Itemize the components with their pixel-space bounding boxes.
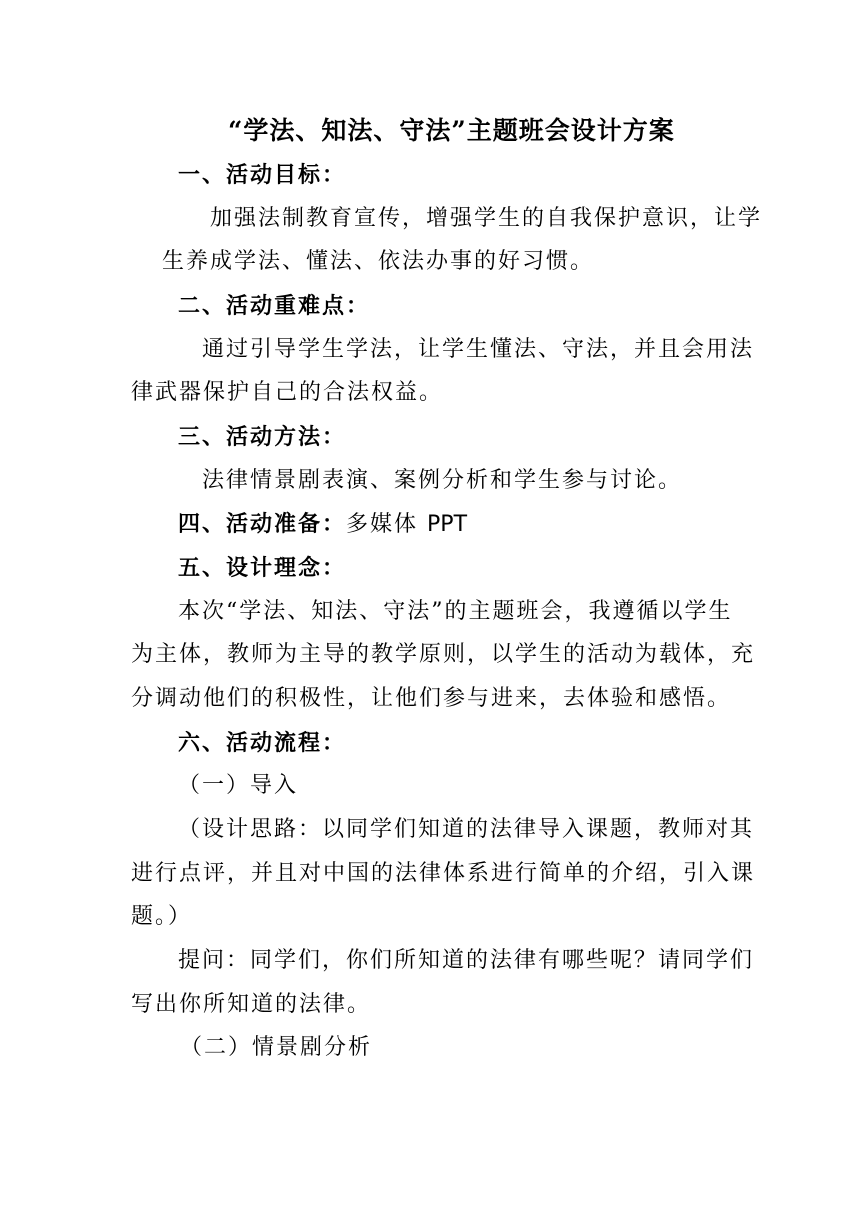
prep-heading: 四、活动准备： <box>178 511 347 537</box>
flow-subheading-1: （一）导入 <box>178 773 299 798</box>
flow-question-line-1: 提问：同学们，你们所知道的法律有哪些呢？请同学们 <box>178 948 755 973</box>
flow-heading: 六、活动流程： <box>178 730 347 756</box>
flow-subheading-2: （二）情景剧分析 <box>180 1035 373 1060</box>
flow-question-line-2: 写出你所知道的法律。 <box>131 992 372 1017</box>
prep-ppt: PPT <box>427 512 468 537</box>
focus-text-line-2: 律武器保护自己的合法权益。 <box>131 380 444 405</box>
flow-design-line-2: 进行点评，并且对中国的法律体系进行简单的介绍，引入课 <box>131 861 756 886</box>
focus-text-line-1: 通过引导学生学法，让学生懂法、守法，并且会用法 <box>202 337 755 362</box>
flow-design-line-1: （设计思路：以同学们知道的法律导入课题，教师对其 <box>178 817 755 842</box>
prep-text: 多媒体 <box>346 512 419 537</box>
concept-text-line-1: 本次“学法、知法、守法”的主题班会，我遵循以学生 <box>178 599 733 624</box>
concept-heading: 五、设计理念： <box>178 555 347 581</box>
goal-heading: 一、活动目标： <box>178 162 347 188</box>
page-title: “学法、知法、守法”主题班会设计方案 <box>228 116 675 145</box>
goal-text-line-1: 加强法制教育宣传，增强学生的自我保护意识，让学 <box>210 206 763 231</box>
prep-line <box>178 509 467 540</box>
focus-heading: 二、活动重难点： <box>178 293 371 319</box>
method-heading: 三、活动方法： <box>178 424 347 450</box>
concept-text-line-3: 分调动他们的积极性，让他们参与进来，去体验和感悟。 <box>131 686 732 711</box>
flow-design-line-3: 题。） <box>131 904 193 929</box>
goal-text-line-2: 生养成学法、懂法、依法办事的好习惯。 <box>162 249 595 274</box>
concept-text-line-2: 为主体，教师为主导的教学原则，以学生的活动为载体，充 <box>131 642 756 667</box>
method-text: 法律情景剧表演、案例分析和学生参与讨论。 <box>202 468 683 493</box>
